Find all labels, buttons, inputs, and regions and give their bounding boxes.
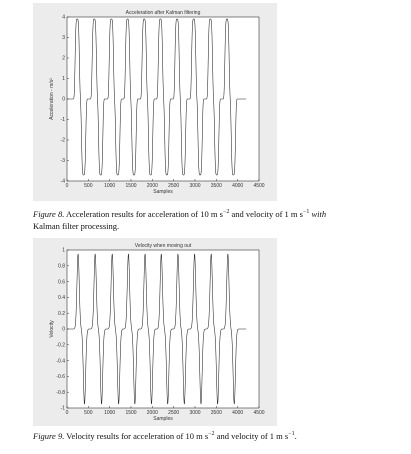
y-tick-label: 4 — [62, 14, 65, 21]
x-tick-label: 4000 — [232, 183, 244, 189]
x-tick-label: 2000 — [146, 183, 158, 189]
y-tick-label: 0 — [62, 326, 65, 333]
y-tick-label: 0 — [62, 96, 65, 103]
caption-9-text-mid: and velocity of 1 m s — [214, 431, 289, 441]
caption-8-text-line2: Kalman filter processing. — [33, 221, 120, 231]
y-tick-label: 0.2 — [58, 310, 65, 317]
x-tick-label: 3500 — [210, 183, 222, 189]
y-tick-label: 0.4 — [58, 295, 65, 302]
acceleration-plot — [33, 3, 277, 201]
y-tick-label: -0.2 — [56, 342, 65, 349]
x-tick-label: 1500 — [125, 410, 137, 416]
x-tick-label: 3500 — [210, 410, 222, 416]
caption-8-text-em: with — [309, 209, 327, 219]
y-tick-label: -1 — [60, 405, 65, 412]
x-tick-label: 2500 — [168, 183, 180, 189]
y-tick-label: -0.8 — [56, 389, 65, 396]
y-tick-label: 2 — [62, 55, 65, 62]
y-tick-label: 0.6 — [58, 279, 65, 286]
y-tick-label: 0.8 — [58, 263, 65, 270]
x-tick-label: 1000 — [104, 183, 116, 189]
caption-9-exp2: −1 — [288, 431, 295, 437]
y-tick-label: -1 — [60, 117, 65, 124]
figure-9-chart — [33, 238, 277, 426]
x-tick-label: 500 — [84, 410, 93, 416]
x-tick-label: 1500 — [125, 183, 137, 189]
x-tick-label: 3000 — [189, 183, 201, 189]
y-tick-label: 1 — [62, 76, 65, 83]
y-axis-label: Acceleration - m/s² — [49, 78, 55, 120]
x-tick-label: 4500 — [253, 410, 265, 416]
caption-9-text-before: Velocity results for acceleration of 10 m s — [64, 431, 209, 441]
y-tick-label: -3 — [60, 158, 65, 165]
caption-9-exp1: −2 — [208, 431, 215, 437]
x-tick-label: 0 — [65, 410, 69, 416]
y-tick-label: -0.6 — [56, 374, 65, 381]
figure-8-caption — [33, 208, 403, 232]
y-tick-label: -2 — [60, 137, 65, 144]
chart-title: Acceleration after Kalman filtering — [125, 10, 201, 16]
x-tick-label: 1000 — [104, 410, 116, 416]
caption-8-text-before: Acceleration results for acceleration of 10 m s — [64, 209, 223, 219]
x-axis-label: Samples — [153, 416, 173, 422]
caption-8-exp1: −2 — [222, 209, 230, 215]
y-tick-label: 1 — [62, 247, 65, 254]
y-tick-label: -4 — [60, 178, 65, 185]
x-tick-label: 0 — [65, 183, 69, 189]
caption-8-exp2: −1 — [302, 209, 310, 215]
figure-8-chart — [33, 3, 277, 201]
y-tick-label: 3 — [62, 35, 65, 42]
y-axis-label: Velocity — [49, 320, 55, 338]
x-tick-label: 2000 — [146, 410, 158, 416]
velocity-plot — [33, 238, 277, 426]
x-tick-label: 4500 — [253, 183, 265, 189]
x-tick-label: 4000 — [232, 410, 244, 416]
x-tick-label: 3000 — [189, 410, 201, 416]
caption-8-text-mid: and velocity of 1 m s — [229, 209, 303, 219]
x-tick-label: 500 — [84, 183, 93, 189]
caption-9-text-after: . — [294, 431, 297, 441]
x-tick-label: 2500 — [168, 410, 180, 416]
chart-title: Velocity when moving out — [134, 243, 192, 249]
figure-8-label: Figure 8. — [33, 209, 65, 219]
y-tick-label: -0.4 — [56, 358, 65, 365]
figure-9-label: Figure 9. — [33, 431, 65, 441]
x-axis-label: Samples — [153, 189, 173, 195]
figure-9-caption — [33, 430, 403, 442]
